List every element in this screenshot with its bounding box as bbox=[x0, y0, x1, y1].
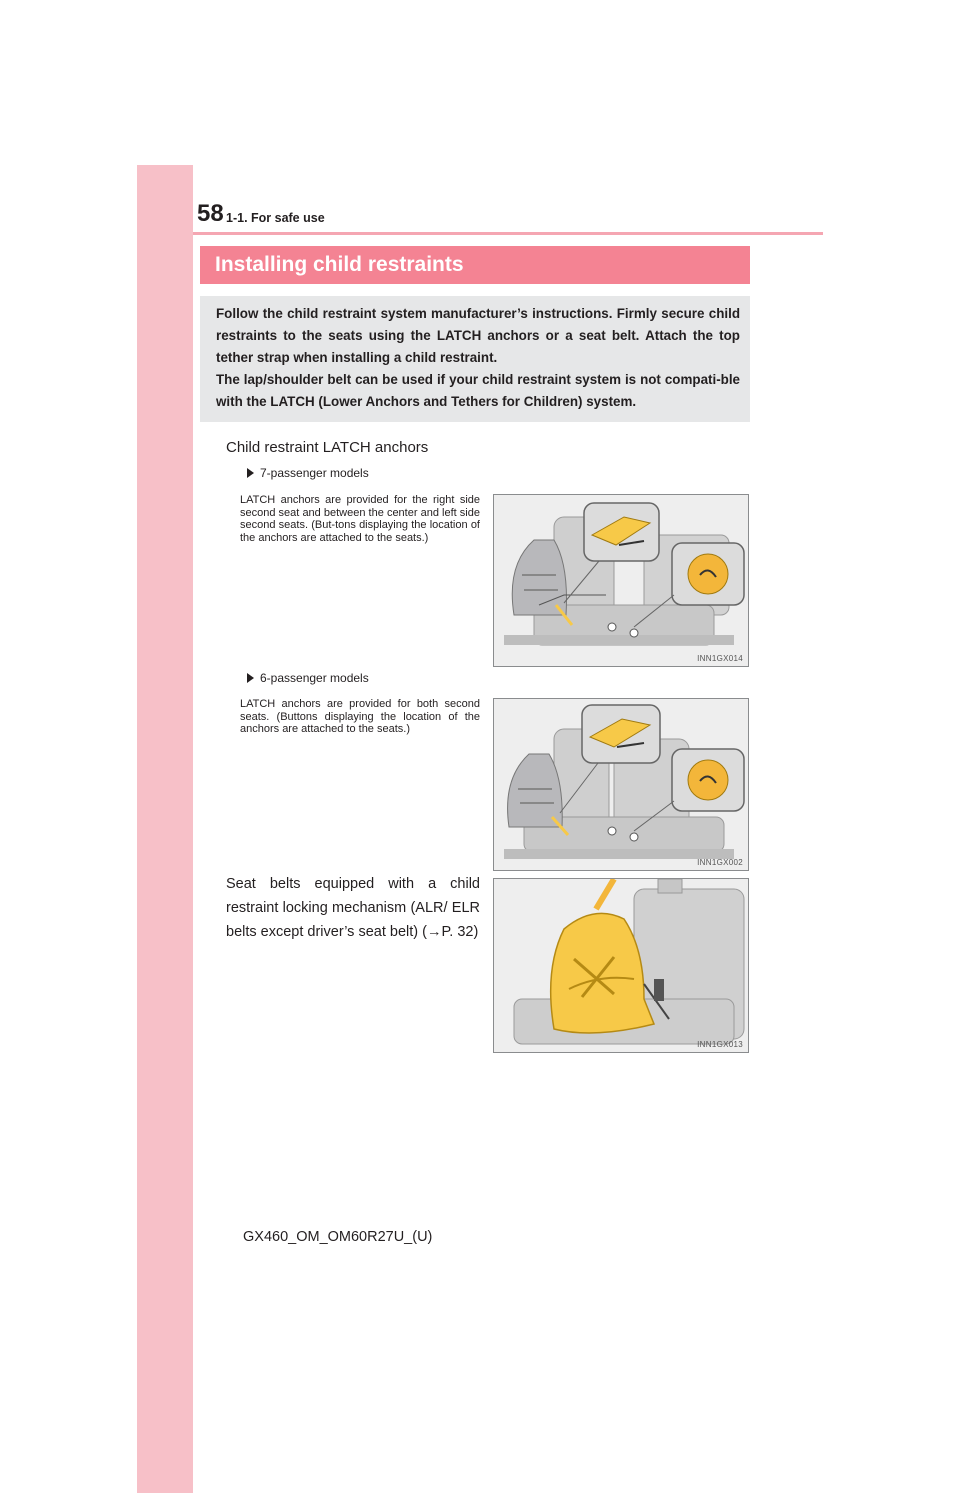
latch-heading: Child restraint LATCH anchors bbox=[226, 439, 429, 456]
figure-seatbelt bbox=[493, 878, 749, 1053]
sidebar-tab bbox=[137, 165, 193, 1493]
seatbelt-description: Seat belts equipped with a child restraint locking mechanism (ALR/ ELR belts except driver’s seat belt) bbox=[226, 876, 480, 940]
intro-paragraph-1: Follow the child restraint system manufacturer’s instructions. Firmly secure child restraints to the seats using the LATCH anchors or a seat belt. Attach the top tether strap when installing a child restraint. bbox=[216, 306, 740, 365]
bullet-triangle-icon bbox=[247, 468, 254, 478]
figure-code-6-passenger: INN1GX002 bbox=[697, 858, 743, 867]
seatbelt-text bbox=[226, 872, 480, 944]
figure-7-passenger bbox=[493, 494, 749, 667]
desc-6-passenger: LATCH anchors are provided for both second seats. (Buttons displaying the location of the anchors are attached to the seats.) bbox=[240, 698, 480, 735]
intro-paragraph-2: The lap/shoulder belt can be used if your child restraint system is not compati-ble with the LATCH (Lower Anchors and Tethers for Children) system. bbox=[216, 372, 740, 409]
header-rule bbox=[193, 232, 823, 235]
intro-box bbox=[200, 296, 750, 422]
seat-illustration-7-passenger bbox=[494, 495, 749, 667]
bullet-7-passenger bbox=[247, 466, 369, 480]
bullet-6-passenger-label: 6-passenger models bbox=[260, 671, 369, 685]
arrow-right-icon: → bbox=[426, 924, 442, 940]
page-reference bbox=[422, 924, 478, 940]
page-number: 58 bbox=[197, 200, 224, 227]
figure-code-seatbelt: INN1GX013 bbox=[697, 1040, 743, 1049]
bullet-6-passenger bbox=[247, 671, 369, 685]
figure-6-passenger bbox=[493, 698, 749, 871]
desc-7-passenger: LATCH anchors are provided for the right side second seat and between the center and left side second seats. (But-tons displaying the location of the anchors are attached to the seats.) bbox=[240, 494, 480, 544]
ref-page: P. 32) bbox=[441, 924, 479, 940]
ref-open: ( bbox=[422, 924, 427, 940]
seat-illustration-6-passenger bbox=[494, 699, 749, 871]
figure-code-7-passenger: INN1GX014 bbox=[697, 654, 743, 663]
document-id: GX460_OM_OM60R27U_(U) bbox=[243, 1229, 433, 1245]
seatbelt-child-seat-illustration bbox=[494, 879, 749, 1053]
bullet-7-passenger-label: 7-passenger models bbox=[260, 466, 369, 480]
section-label: 1-1. For safe use bbox=[226, 211, 325, 225]
section-title: Installing child restraints bbox=[200, 246, 750, 284]
bullet-triangle-icon bbox=[247, 673, 254, 683]
